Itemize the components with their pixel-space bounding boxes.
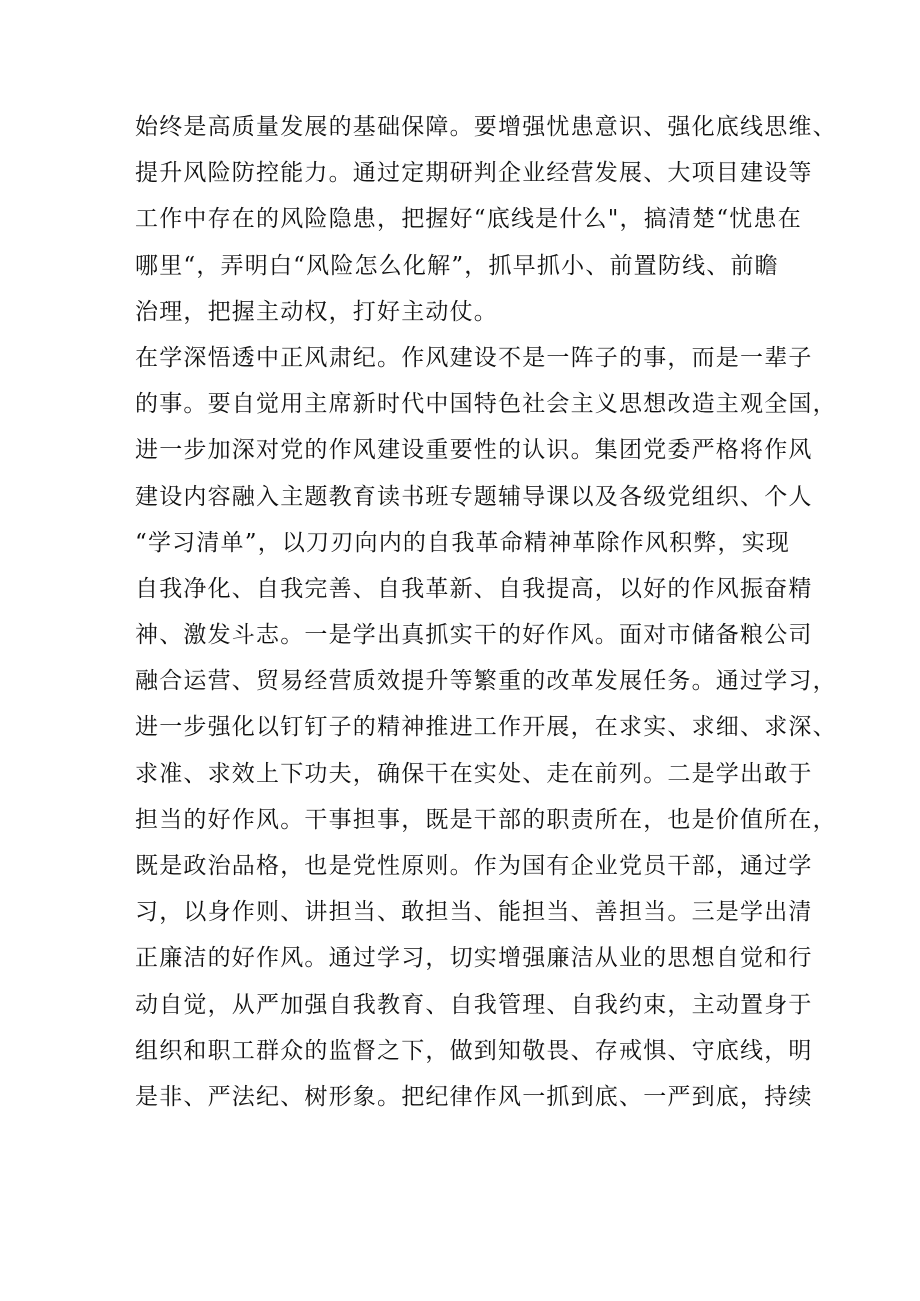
text-line: 是非、严法纪、树形象。把纪律作风一抓到底、一严到底，持续 xyxy=(135,1083,813,1110)
text-line: “学习清单”，以刀刃向内的自我革命精神革除作风积弊，实现 xyxy=(135,529,791,556)
text-line: 治理，把握主动权，打好主动仗。 xyxy=(135,298,498,325)
text-line: 提升风险防控能力。通过定期研判企业经营发展、大项目建设等 xyxy=(135,160,813,187)
text-line: 建设内容融入主题教育读书班专题辅导课以及各级党组织、个人 xyxy=(135,483,813,510)
text-line: 进一步加深对党的作风建设重要性的认识。集团党委严格将作风 xyxy=(135,437,813,464)
text-line: 担当的好作风。干事担事，既是干部的职责所在，也是价值所在， xyxy=(135,806,837,833)
text-line: 进一步强化以钉钉子的精神推进工作开展，在求实、求细、求深、 xyxy=(135,714,837,741)
text-line: 融合运营、贸易经营质效提升等繁重的改革发展任务。通过学习， xyxy=(135,668,837,695)
text-line: 求准、求效上下功夫，确保干在实处、走在前列。二是学出敢于 xyxy=(135,760,813,787)
text-line: 习，以身作则、讲担当、敢担当、能担当、善担当。三是学出清 xyxy=(135,899,813,926)
body-text xyxy=(135,104,835,1120)
text-line: 正廉洁的好作风。通过学习，切实增强廉洁从业的思想自觉和行 xyxy=(135,945,813,972)
text-line: 的事。要自觉用主席新时代中国特色社会主义思想改造主观全国， xyxy=(135,391,837,418)
text-line: 自我净化、自我完善、自我革新、自我提高，以好的作风振奋精 xyxy=(135,575,813,602)
text-line: 在学深悟透中正风肃纪。作风建设不是一阵子的事，而是一辈子 xyxy=(135,344,813,371)
text-line: 既是政治品格，也是党性原则。作为国有企业党员干部，通过学 xyxy=(135,853,813,879)
text-line: 神、激发斗志。一是学出真抓实干的好作风。面对市储备粮公司 xyxy=(135,622,813,649)
text-line: 哪里“，弄明白“风险怎么化解”，抓早抓小、前置防线、前瞻 xyxy=(135,252,779,279)
text-line: 工作中存在的风险隐患，把握好“底线是什么"，搞清楚“忧患在 xyxy=(135,206,802,233)
text-line: 组织和职工群众的监督之下，做到知敬畏、存戒惧、守底线，明 xyxy=(135,1037,813,1064)
text-line: 始终是高质量发展的基础保障。要增强忧患意识、强化底线思维、 xyxy=(135,114,837,140)
text-line: 动自觉，从严加强自我教育、自我管理、自我约束，主动置身于 xyxy=(135,991,813,1018)
